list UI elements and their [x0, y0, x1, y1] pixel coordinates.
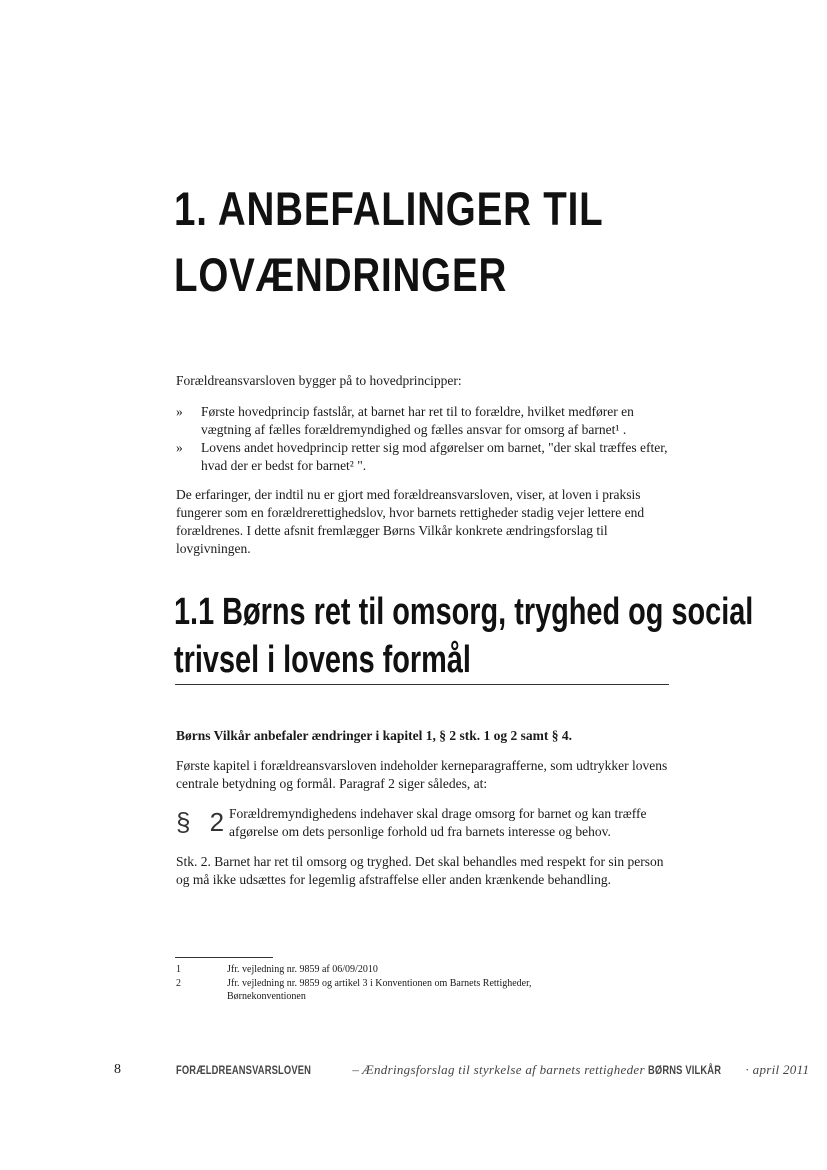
list-item-text: Lovens andet hovedprincip retter sig mod afgørelser om barnet, "der skal træffes efter, hvad der er bedst for barnet² ".: [201, 440, 668, 473]
section-divider: [175, 684, 669, 685]
chapter-title-line-2: LOVÆNDRINGER: [174, 248, 508, 301]
bullet-mark: »: [176, 440, 183, 455]
footer-law-name: FORÆLDREANSVARSLOVEN: [176, 1063, 312, 1077]
section-title-line-1: 1.1 Børns ret til omsorg, tryghed og social: [174, 591, 754, 633]
chapter-title: [174, 176, 604, 308]
bullet-mark: »: [176, 404, 183, 419]
list-item: [176, 403, 676, 439]
footer-separator: ·: [741, 1062, 753, 1077]
page-number: 8: [114, 1062, 121, 1077]
paragraph-sign: § 2: [176, 807, 231, 837]
law-quote: [176, 805, 676, 845]
footnote-divider: [175, 957, 273, 958]
footnote-number: 2: [176, 978, 181, 989]
running-footer: [176, 1062, 809, 1078]
recommendation-lead: Børns Vilkår anbefaler ændringer i kapitel 1, § 2 stk. 1 og 2 samt § 4.: [176, 728, 573, 743]
law-quote-text: Forældremyndighedens indehaver skal drage omsorg for barnet og kan træffe afgørelse om dets personlige forhold ud fra barnets interesse og behov.: [229, 806, 647, 839]
list-item-text: Første hovedprincip fastslår, at barnet har ret til to forældre, hvilket medfører en vægtning af fælles forældremyndighed og fælles ansvar for omsorg af barnet¹ .: [201, 404, 634, 437]
footer-dash: –: [349, 1062, 363, 1077]
chapter-title-line-1: 1. ANBEFALINGER TIL: [174, 182, 604, 235]
section-title: [174, 588, 754, 684]
section-title-line-2: trivsel i lovens formål: [174, 639, 471, 681]
footer-date: april 2011: [752, 1062, 810, 1077]
footnote-text: Jfr. vejledning nr. 9859 af 06/09/2010: [227, 964, 378, 975]
first-chapter-paragraph: Første kapitel i forældreansvarsloven indeholder kerneparagrafferne, som udtrykker lovens centrale betydning og formål. Paragraf 2 siger således, at:: [176, 758, 668, 791]
list-item: [176, 439, 676, 475]
stk-paragraph: Stk. 2. Barnet har ret til omsorg og tryghed. Det skal behandles med respekt for sin person og må ikke udsættes for legemlig afstraffelse eller anden krænkende behandling.: [176, 854, 664, 887]
footer-org: BØRNS VILKÅR: [648, 1063, 722, 1077]
footnote-number: 1: [176, 964, 181, 975]
principles-list: [176, 403, 676, 475]
experience-paragraph: De erfaringer, der indtil nu er gjort med forældreansvarsloven, viser, at loven i praksis fungerer som en forældrerettighedslov, hvor barnets rettigheder stadig vejer lettere end forældrenes. I dette afsnit fremlægger Børns Vilkår konkrete ændringsforslag til lovgivningen.: [176, 487, 645, 556]
footer-subtitle: Ændringsforslag til styrkelse af barnets rettigheder: [362, 1062, 645, 1077]
intro-paragraph: Forældreansvarsloven bygger på to hovedprincipper:: [176, 373, 462, 388]
footnote-text: Jfr. vejledning nr. 9859 og artikel 3 i Konventionen om Barnets Rettigheder, Børnekonventionen: [227, 978, 532, 1002]
